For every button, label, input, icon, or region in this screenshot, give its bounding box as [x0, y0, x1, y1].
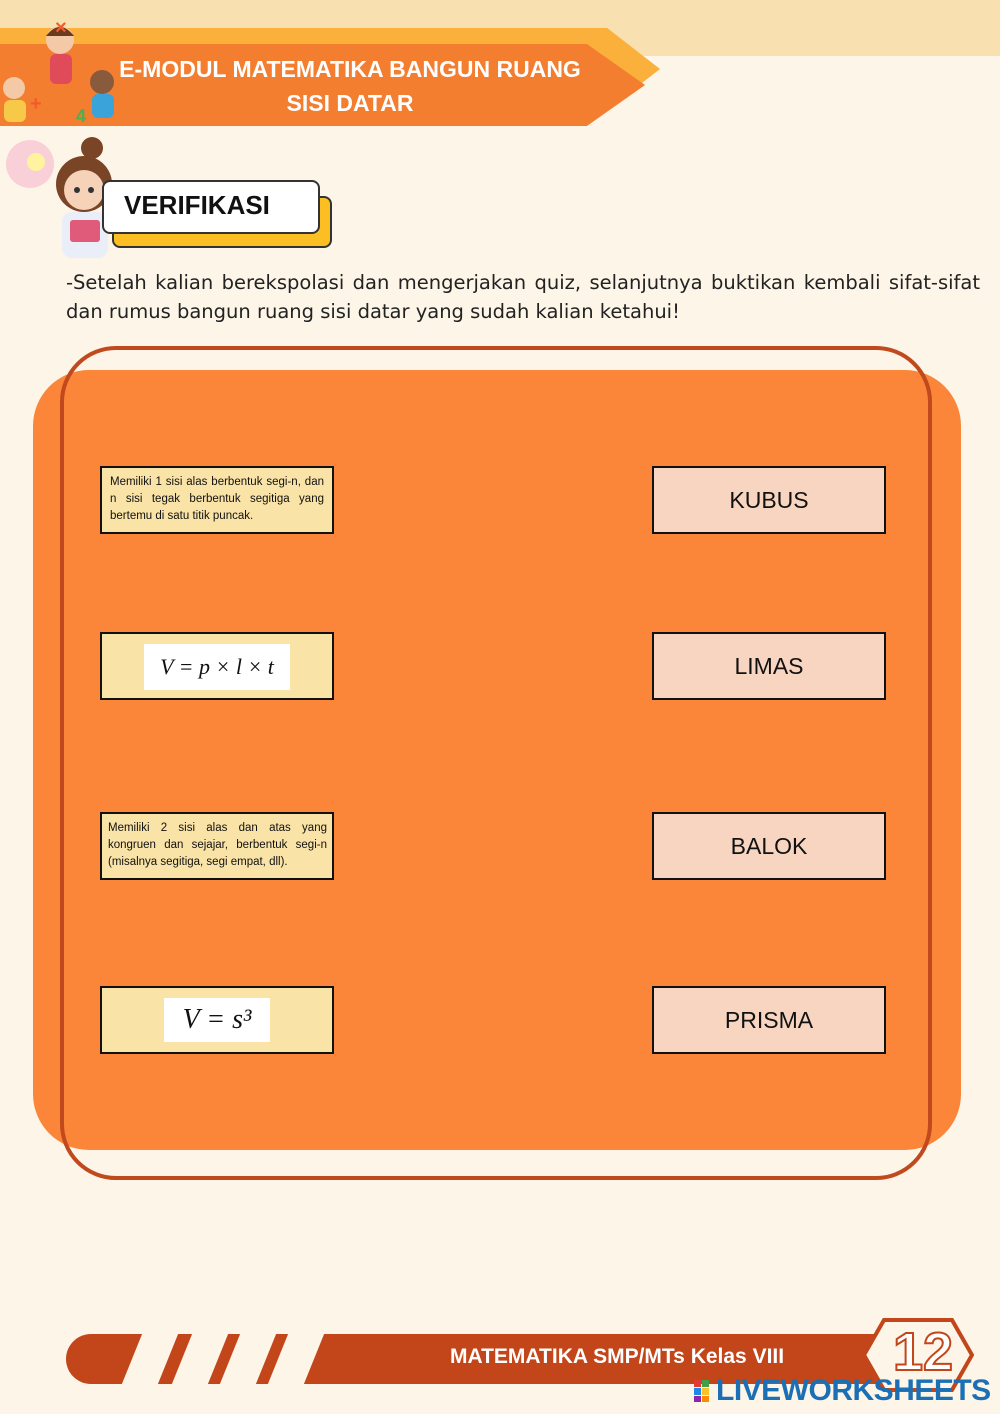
page-title: E-MODUL MATEMATIKA BANGUN RUANG SISI DATAR — [119, 56, 581, 116]
answer-card-balok[interactable]: BALOK — [652, 812, 886, 880]
page-number: 12 — [893, 1322, 954, 1382]
svg-text:×: × — [55, 17, 67, 39]
svg-text:4: 4 — [76, 106, 87, 126]
left-card-1[interactable] — [100, 466, 334, 534]
answer-card-kubus[interactable]: KUBUS — [652, 466, 886, 534]
left-card-3[interactable] — [100, 812, 334, 880]
formula-kubus: V = s³ — [164, 998, 270, 1042]
left-card-3-text: Memiliki 2 sisi alas dan atas yang kongruen dan sejajar, berbentuk segi-n (misalnya segitiga, segi empat, dll). — [108, 822, 327, 868]
footer-text: MATEMATIKA SMP/MTs Kelas VIII — [450, 1345, 785, 1368]
kids-illustration — [0, 10, 125, 130]
instruction-text: -Setelah kalian berekspolasi dan mengerjakan quiz, selanjutnya buktikan kembali sifat-sifat dan rumus bangun ruang sisi datar yang sudah kalian ketahui! — [66, 271, 980, 323]
left-card-1-text: Memiliki 1 sisi alas berbentuk segi-n, dan n sisi tegak berbentuk segitiga yang bertemu di satu titik puncak. — [110, 476, 324, 522]
answer-card-prisma[interactable]: PRISMA — [652, 986, 886, 1054]
formula-balok: V = p × l × t — [144, 644, 290, 690]
left-card-4[interactable] — [100, 986, 334, 1054]
svg-text:+: + — [30, 93, 42, 115]
liveworksheets-logo-icon — [694, 1380, 710, 1402]
answer-card-limas[interactable]: LIMAS — [652, 632, 886, 700]
liveworksheets-watermark: LIVEWORKSHEETS — [716, 1374, 991, 1407]
section-label-text: VERIFIKASI — [124, 190, 270, 220]
left-card-2[interactable] — [100, 632, 334, 700]
